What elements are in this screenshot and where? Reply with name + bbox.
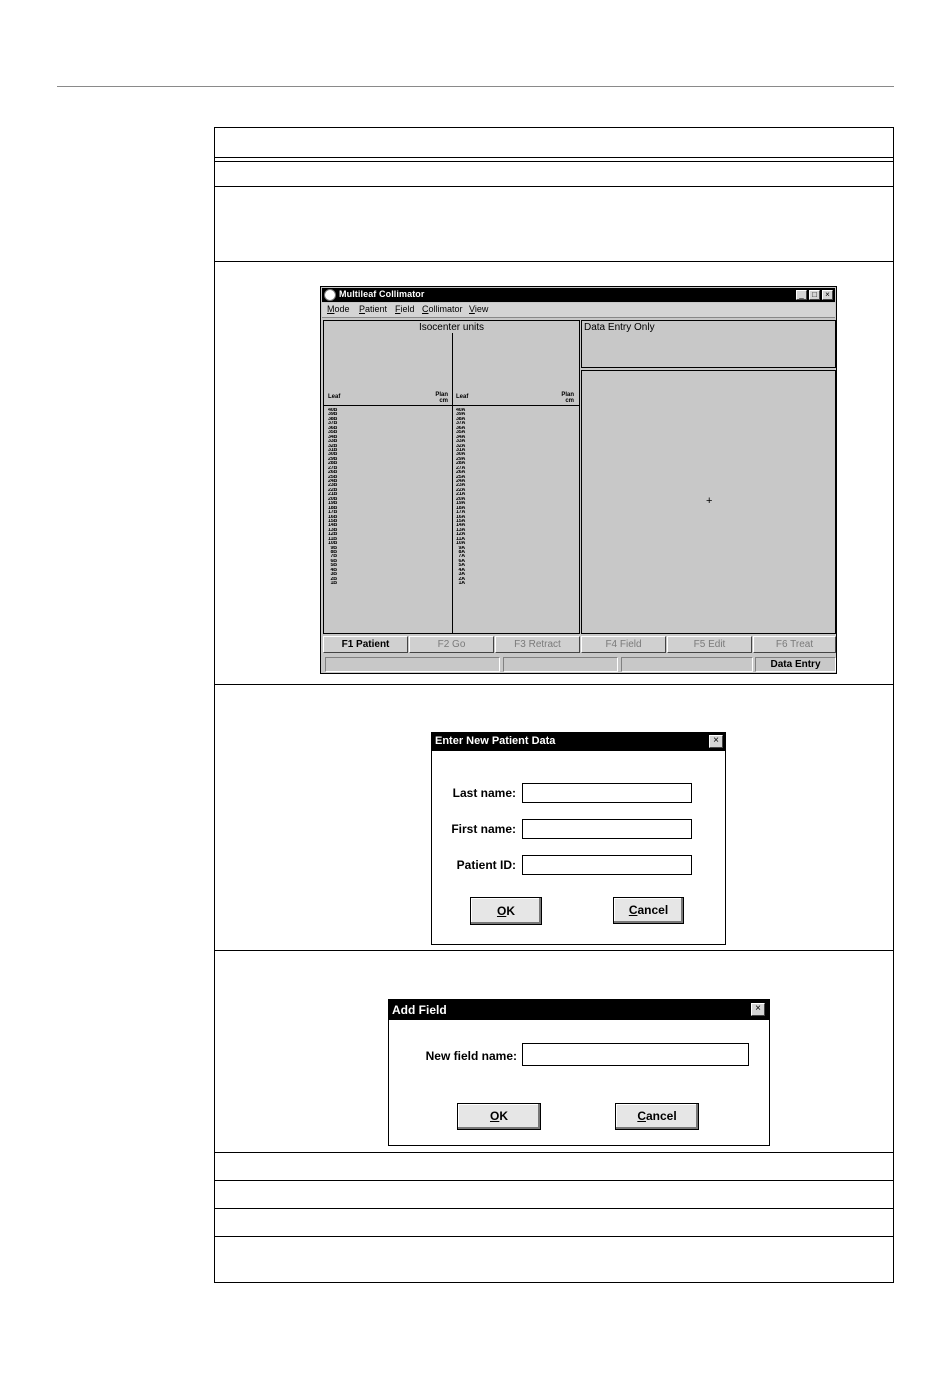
app-icon[interactable] bbox=[324, 289, 336, 301]
header-rule bbox=[57, 86, 894, 87]
maximize-icon[interactable]: □ bbox=[809, 290, 820, 300]
leaf-row[interactable]: 35A bbox=[456, 430, 466, 435]
leaf-row[interactable]: 8B bbox=[328, 550, 337, 555]
leaf-row[interactable]: 4A bbox=[456, 567, 465, 573]
leaf-row[interactable]: 38B bbox=[328, 416, 338, 422]
ok-button[interactable]: OK bbox=[470, 897, 542, 925]
f6-treat-button[interactable]: F6 Treat bbox=[753, 636, 836, 653]
leaf-row[interactable]: 15A bbox=[456, 518, 466, 524]
add-field-dialog bbox=[388, 999, 770, 1146]
leaf-row[interactable]: 24A bbox=[456, 479, 466, 484]
leaf-row[interactable]: 39A bbox=[456, 412, 466, 417]
leaf-row[interactable]: 22B bbox=[328, 487, 338, 493]
add-field-dialog-title: Add Field bbox=[392, 1003, 447, 1017]
leaf-row[interactable]: 18A bbox=[456, 505, 466, 511]
leaf-row[interactable]: 6A bbox=[456, 558, 465, 564]
bank-b-unit-label: cm bbox=[439, 398, 448, 404]
bank-b-leaf-header: Leaf bbox=[328, 394, 341, 400]
leaf-row[interactable]: 29A bbox=[456, 456, 466, 462]
leaf-row[interactable]: 33B bbox=[328, 439, 338, 444]
bank-a-unit-label: cm bbox=[565, 398, 574, 404]
patient-id-input[interactable] bbox=[522, 855, 692, 875]
leaf-row[interactable]: 9A bbox=[456, 545, 465, 550]
leaf-row[interactable]: 25A bbox=[456, 474, 466, 479]
status-bar bbox=[323, 657, 836, 673]
mlc-window bbox=[320, 286, 837, 674]
menu-collimator[interactable]: Collimator bbox=[422, 304, 463, 314]
function-key-bar bbox=[323, 636, 836, 654]
leaf-row[interactable]: 27B bbox=[328, 465, 338, 471]
leaf-row[interactable]: 3A bbox=[456, 572, 465, 577]
last-name-input[interactable] bbox=[522, 783, 692, 803]
table-rule bbox=[215, 157, 893, 158]
table-rule bbox=[215, 261, 893, 262]
leaf-row[interactable]: 3B bbox=[328, 572, 337, 577]
leaf-row[interactable]: 21A bbox=[456, 492, 466, 497]
leaf-row[interactable]: 30B bbox=[328, 452, 338, 457]
leaf-row[interactable]: 30A bbox=[456, 452, 466, 457]
patient-id-label: Patient ID: bbox=[456, 858, 516, 872]
f2-go-button[interactable]: F2 Go bbox=[409, 636, 494, 653]
leaf-row[interactable]: 11B bbox=[328, 536, 337, 542]
leaf-row[interactable]: 34B bbox=[328, 434, 338, 440]
leaf-row[interactable]: 35B bbox=[328, 430, 338, 435]
leaf-row[interactable]: 11A bbox=[456, 536, 465, 542]
leaf-row[interactable]: 23B bbox=[328, 483, 338, 488]
leaf-row[interactable]: 19A bbox=[456, 501, 466, 506]
bank-divider bbox=[452, 333, 453, 633]
table-rule bbox=[215, 1152, 893, 1153]
mode-panel-title: Data Entry Only bbox=[584, 322, 655, 333]
mlc-window-title: Multileaf Collimator bbox=[339, 289, 425, 299]
f1-patient-button[interactable]: F1 Patient bbox=[323, 636, 408, 653]
leaf-row[interactable]: 34A bbox=[456, 434, 466, 440]
bank-a-leaf-list bbox=[456, 408, 486, 586]
leaf-row[interactable]: 2A bbox=[456, 576, 465, 582]
add-field-dialog-title-bar[interactable] bbox=[389, 1000, 769, 1020]
table-rule bbox=[215, 950, 893, 951]
leaf-row[interactable]: 13A bbox=[456, 527, 466, 533]
crosshair-icon: + bbox=[706, 495, 713, 507]
leaf-row[interactable]: 37A bbox=[456, 421, 466, 426]
leaf-row[interactable]: 16A bbox=[456, 514, 466, 519]
patient-dialog-title: Enter New Patient Data bbox=[435, 735, 556, 747]
leaf-row[interactable]: 25B bbox=[328, 474, 338, 479]
field-name-label: New field name: bbox=[425, 1049, 517, 1063]
leaf-row[interactable]: 20A bbox=[456, 496, 466, 502]
leaf-row[interactable]: 31B bbox=[328, 447, 338, 453]
status-cell bbox=[325, 657, 500, 672]
f4-field-button[interactable]: F4 Field bbox=[581, 636, 666, 653]
leaf-row[interactable]: 1B bbox=[328, 581, 337, 586]
leaf-row[interactable]: 10B bbox=[328, 541, 338, 546]
leaf-row[interactable]: 9B bbox=[328, 545, 337, 550]
leaf-row[interactable]: 1A bbox=[456, 581, 465, 586]
mode-panel bbox=[581, 320, 836, 368]
f5-edit-button[interactable]: F5 Edit bbox=[667, 636, 752, 653]
patient-dialog-title-bar[interactable] bbox=[432, 733, 725, 751]
bank-b-leaf-list bbox=[328, 408, 358, 586]
leaf-row[interactable]: 23A bbox=[456, 483, 466, 488]
cancel-button[interactable]: Cancel bbox=[613, 897, 684, 924]
leaf-row[interactable]: 20B bbox=[328, 496, 338, 502]
menu-view[interactable]: View bbox=[469, 304, 489, 314]
bank-b-plan-header bbox=[428, 392, 448, 404]
bank-a-plan-label: Plan bbox=[561, 392, 574, 398]
leaf-row[interactable]: 8A bbox=[456, 550, 465, 555]
leaf-row[interactable]: 14A bbox=[456, 523, 466, 528]
column-header-rule bbox=[324, 405, 579, 406]
status-cell bbox=[503, 657, 618, 672]
patient-dialog bbox=[431, 732, 726, 945]
leaf-row[interactable]: 17B bbox=[328, 510, 338, 515]
menu-field[interactable]: Field bbox=[395, 304, 415, 314]
leaf-row[interactable]: 5A bbox=[456, 563, 465, 568]
leaf-row[interactable]: 24B bbox=[328, 479, 338, 484]
leaf-row[interactable]: 10A bbox=[456, 541, 466, 546]
leaf-row[interactable]: 38A bbox=[456, 416, 466, 422]
leaf-panel bbox=[323, 320, 580, 634]
table-rule bbox=[215, 1236, 893, 1237]
leaf-row[interactable]: 40A bbox=[456, 408, 466, 413]
leaf-row[interactable]: 28A bbox=[456, 461, 466, 466]
leaf-row[interactable]: 12B bbox=[328, 532, 338, 537]
last-name-label: Last name: bbox=[452, 786, 516, 800]
minimize-icon[interactable]: _ bbox=[796, 290, 807, 300]
leaf-row[interactable]: 39B bbox=[328, 412, 338, 417]
first-name-label: First name: bbox=[451, 822, 516, 836]
leaf-row[interactable]: 17A bbox=[456, 510, 466, 515]
leaf-row[interactable]: 21B bbox=[328, 492, 338, 497]
leaf-row[interactable]: 7A bbox=[456, 554, 465, 559]
leaf-row[interactable]: 32B bbox=[328, 443, 338, 448]
leaf-row[interactable]: 26A bbox=[456, 470, 466, 475]
leaf-row[interactable]: 12A bbox=[456, 532, 466, 537]
mlc-title-bar[interactable] bbox=[322, 288, 835, 302]
table-rule bbox=[215, 186, 893, 187]
leaf-row[interactable]: 14B bbox=[328, 523, 338, 528]
leaf-row[interactable]: 27A bbox=[456, 465, 466, 471]
leaf-row[interactable]: 13B bbox=[328, 527, 338, 533]
f3-retract-button[interactable]: F3 Retract bbox=[495, 636, 580, 653]
leaf-row[interactable]: 22A bbox=[456, 487, 466, 493]
menu-mode[interactable]: Mode bbox=[327, 304, 350, 314]
menu-bar bbox=[322, 303, 835, 318]
leaf-row[interactable]: 31A bbox=[456, 447, 466, 453]
cancel-button[interactable]: Cancel bbox=[615, 1103, 699, 1130]
table-rule bbox=[215, 161, 893, 162]
leaf-row[interactable]: 18B bbox=[328, 505, 338, 511]
table-rule bbox=[215, 684, 893, 685]
leaf-panel-title: Isocenter units bbox=[418, 322, 485, 333]
status-cell bbox=[621, 657, 753, 672]
leaf-row[interactable]: 29B bbox=[328, 456, 338, 462]
leaf-row[interactable]: 26B bbox=[328, 470, 338, 475]
field-name-input[interactable] bbox=[522, 1043, 749, 1066]
close-icon[interactable]: × bbox=[751, 1003, 765, 1016]
leaf-row[interactable]: 37B bbox=[328, 421, 338, 426]
menu-patient[interactable]: Patient bbox=[359, 304, 388, 314]
leaf-row[interactable]: 2B bbox=[328, 576, 337, 582]
ok-button[interactable]: OK bbox=[457, 1103, 541, 1130]
leaf-row[interactable]: 28B bbox=[328, 461, 338, 466]
leaf-row[interactable]: 16B bbox=[328, 514, 338, 519]
leaf-row[interactable]: 36B bbox=[328, 425, 338, 431]
table-rule bbox=[215, 1180, 893, 1181]
status-mode: Data Entry bbox=[755, 657, 836, 672]
leaf-row[interactable]: 6B bbox=[328, 558, 337, 564]
close-icon[interactable]: × bbox=[822, 290, 833, 300]
leaf-row[interactable]: 4B bbox=[328, 567, 337, 573]
table-rule bbox=[215, 1208, 893, 1209]
leaf-row[interactable]: 7B bbox=[328, 554, 337, 559]
field-view[interactable] bbox=[581, 370, 836, 634]
leaf-row[interactable]: 32A bbox=[456, 443, 466, 448]
leaf-row[interactable]: 5B bbox=[328, 563, 337, 568]
leaf-row[interactable]: 15B bbox=[328, 518, 338, 524]
bank-a-leaf-header: Leaf bbox=[456, 394, 469, 400]
bank-a-plan-header bbox=[554, 392, 574, 404]
bank-b-plan-label: Plan bbox=[435, 392, 448, 398]
close-icon[interactable]: × bbox=[709, 735, 723, 748]
leaf-row[interactable]: 40B bbox=[328, 408, 338, 413]
leaf-row[interactable]: 33A bbox=[456, 439, 466, 444]
leaf-row[interactable]: 36A bbox=[456, 425, 466, 431]
leaf-row[interactable]: 19B bbox=[328, 501, 338, 506]
first-name-input[interactable] bbox=[522, 819, 692, 839]
